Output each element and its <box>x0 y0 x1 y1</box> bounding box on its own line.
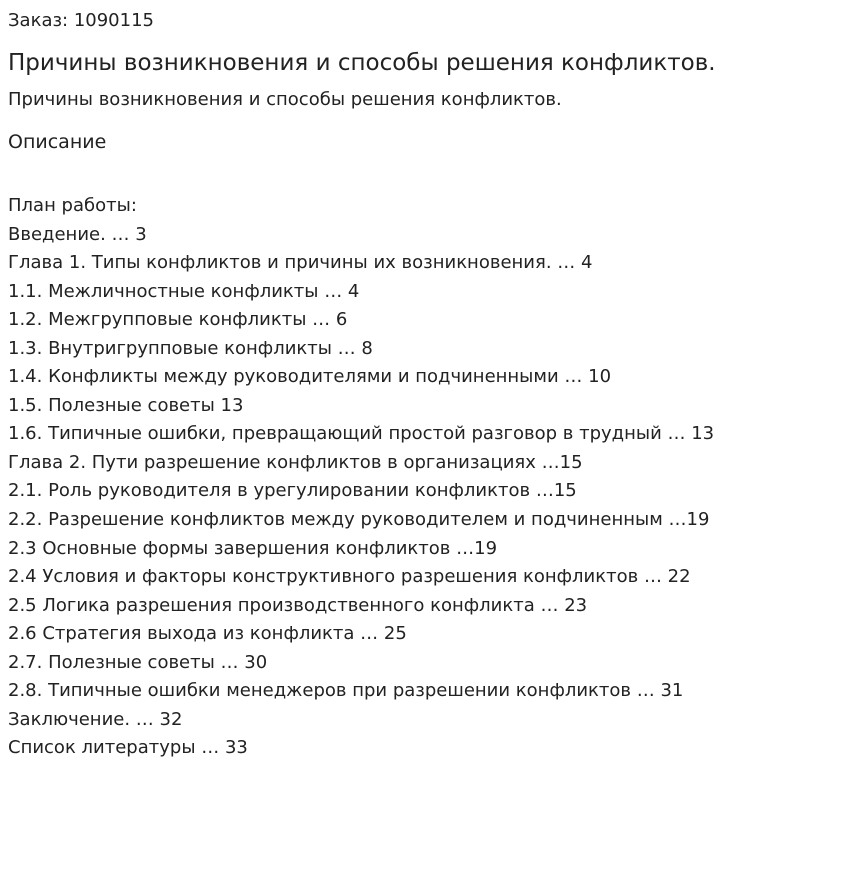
page-subtitle: Причины возникновения и способы решения конфликтов. <box>8 89 562 110</box>
plan-line: 2.7. Полезные советы … 30 <box>8 651 268 673</box>
order-number: Заказ: 1090115 <box>8 10 154 31</box>
plan-line: Глава 1. Типы конфликтов и причины их возникновения. … 4 <box>8 252 593 274</box>
plan-line: 1.6. Типичные ошибки, превращающий простой разговор в трудный … 13 <box>8 423 715 445</box>
plan-line: 2.4 Условия и факторы конструктивного разрешения конфликтов … 22 <box>8 566 691 588</box>
plan-line: Введение. … 3 <box>8 223 147 245</box>
plan-line: 2.5 Логика разрешения производственного конфликта … 23 <box>8 594 588 616</box>
plan-line: 2.6 Стратегия выхода из конфликта … 25 <box>8 623 407 645</box>
plan-line: 1.2. Межгрупповые конфликты … 6 <box>8 309 348 331</box>
description-heading: Описание <box>8 131 107 153</box>
plan-line: Глава 2. Пути разрешение конфликтов в организациях …15 <box>8 451 583 473</box>
plan-line: 1.1. Межличностные конфликты … 4 <box>8 280 360 302</box>
plan-line: 1.3. Внутригрупповые конфликты … 8 <box>8 337 373 359</box>
plan-line: План работы: <box>8 195 137 216</box>
plan-line: 1.5. Полезные советы 13 <box>8 394 244 416</box>
plan-line: 2.8. Типичные ошибки менеджеров при разрешении конфликтов … 31 <box>8 680 684 702</box>
plan-line: Заключение. … 32 <box>8 708 183 730</box>
plan-line: Список литературы … 33 <box>8 737 248 759</box>
page-title: Причины возникновения и способы решения конфликтов. <box>8 50 716 76</box>
plan-line: 1.4. Конфликты между руководителями и подчиненными … 10 <box>8 366 612 388</box>
plan-line: 2.3 Основные формы завершения конфликтов …19 <box>8 537 498 559</box>
work-plan <box>8 192 714 763</box>
plan-line: 2.1. Роль руководителя в урегулировании конфликтов …15 <box>8 480 577 502</box>
plan-line: 2.2. Разрешение конфликтов между руководителем и подчиненным …19 <box>8 509 710 531</box>
